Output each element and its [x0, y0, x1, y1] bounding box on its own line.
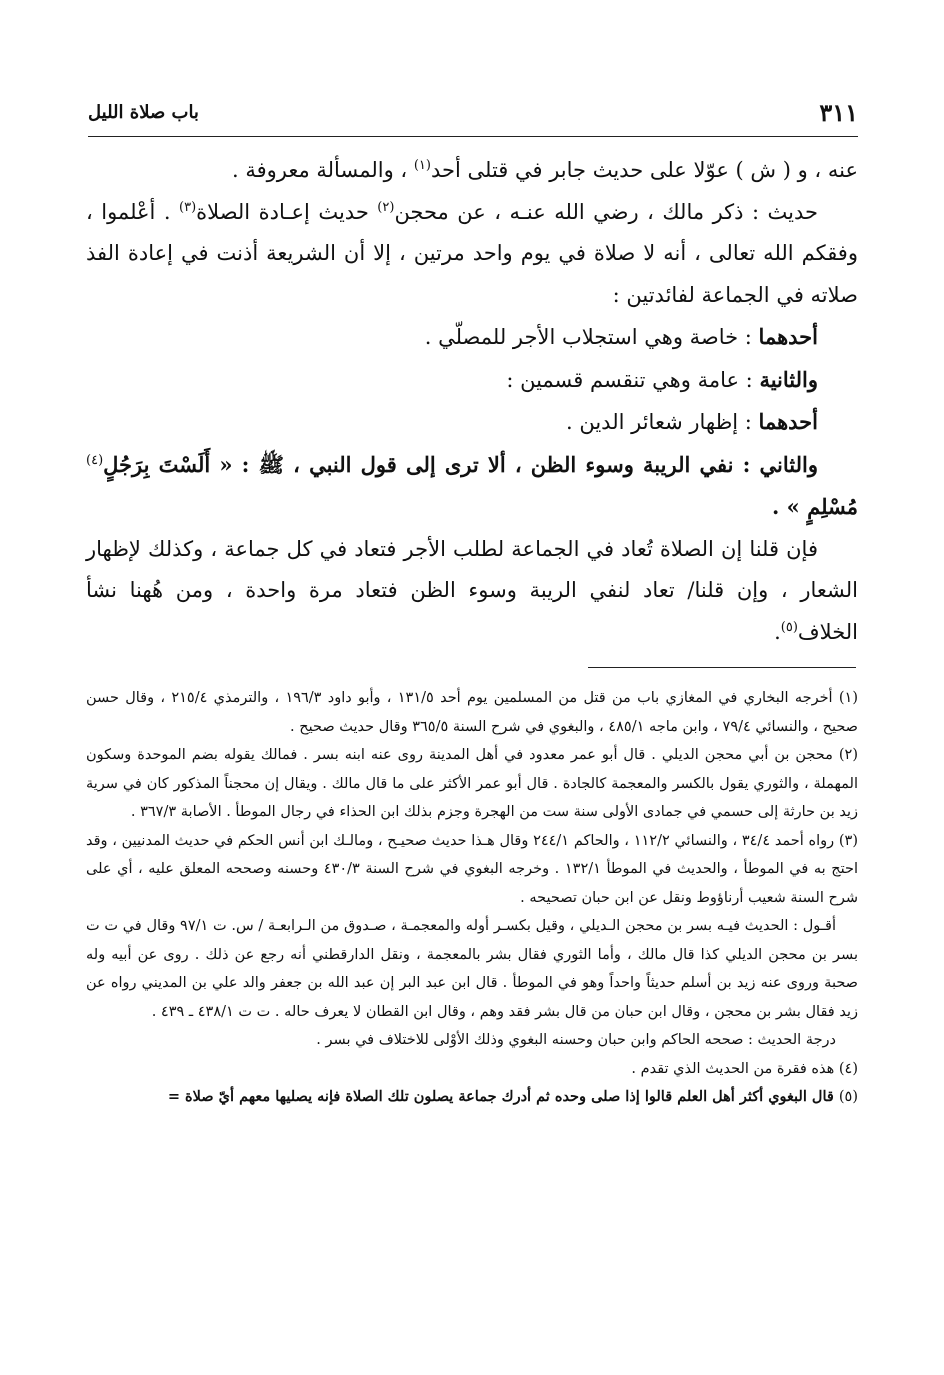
item-label: والثانية — [759, 366, 818, 392]
running-header — [88, 96, 858, 137]
footnote-ref[interactable]: (٥) — [780, 619, 798, 635]
page-number: ٣١١ — [819, 98, 858, 127]
footnote-ref[interactable]: (٤) — [86, 452, 104, 468]
item-label: والثاني — [759, 451, 818, 477]
footnote-3: (٣) رواه أحمد ٣٤/٤ ، والنسائي ١١٢/٢ ، والحاكم ٢٤٤/١ وقال هـذا حديث صحيـح ، ومالـك ابن أنس الحكم في حديث المدنيين ، وقد احتج به في الموطأ ، والحديث في الموطأ ١٣٢/١ . وخرجه البغوي في شرح السنة ٤٣٠/٣ وحسنه وصححه المعلق عليه ، أي على شرح السنة شعيب أرناؤوط ونقل عن ابن حبان تصحيحه . — [86, 832, 859, 906]
footnote-2: (٢) محجن بن أبي محجن الديلي . قال أبو عمر معدود في أهل المدينة روى عنه ابنه بسر . فمالك يقوله بضم الموحدة وسكون المهملة ، والثوري يقول بالكسر والمعجمة كالجادة . قال أبو عمر الأكثر على ما قال مالك . ويقال إن محجناً المذكور كان في سرية زيد بن حارثة إلى حسمي في جمادى الأولى سنة ست من الهجرة وجزم بذلك ابن الحذاء في رجال الموطأ . الأصابة ٣٦٧/٣ . — [86, 747, 858, 820]
main-text — [86, 150, 858, 653]
footnote-5: (٥) قال البغوي أكثر أهل العلم قالوا إذا صلى وحده ثم أدرك جماعة يصلون تلك الصلاة فإنه يصليها معهم أيّ صلاة = — [167, 1088, 858, 1105]
footnote-3-grade: درجة الحديث : صححه الحاكم وابن حبان وحسنه البغوي وذلك الأوْلى للاختلاف في بسر . — [316, 1032, 836, 1048]
footnote-ref[interactable]: (٢) — [377, 199, 395, 215]
chapter-title: باب صلاة الليل — [88, 102, 199, 123]
list-item: والثانية : عامة وهي تنقسم قسمين : — [506, 366, 818, 392]
footnote-separator — [588, 667, 856, 668]
item-label: أحدهما — [758, 409, 818, 434]
paragraph-1: عنه ، و ( ش ) عوّلا على حديث جابر في قتلى أحد$^{(١)}$ ، والمسألة معروفة . — [231, 158, 858, 182]
item-label: أحدهما — [758, 324, 818, 349]
footnotes — [86, 684, 858, 1112]
paragraph-2: حديث : ذكر مالك ، رضي الله عنـه ، عن محجن$^{(٢)}$ حديث إعـادة الصلاة$^{(٣)}$ . أعْلموا ، وفقكم الله تعالى ، أنه لا صلاة في يوم واحد مرتين ، إلا أن الشريعة أذنت في إعادة الفذ صلاته في الجماعة لفائدتين : — [86, 199, 858, 307]
footnote-3-comment: أقـول : الحديث فيـه بسر بن محجن الـديلي ، وقيل بكسـر أوله والمعجمـة ، صـدوق من الـرابعـة / س. ت ٩٧/١ وقال في ت ت بسر بن محجن الديلي كذا قال مالك ، وأما الثوري فقال بشر بالمعجمة ، ونقل الدارقطني أنه رجع عن ذلك . روى عن أبيه وله صحبة وروى عنه زيد بن أسلم حديثاً واحداً وهو في الموطأ . قال ابن عبد البر إن عبد الله بن جعفر والد علي بن المديني رواه عن زيد فقال بشر بن محجن ، وقال ابن حبان من قال بشر فقد وهم ، وقال ابن القطان لا يعرف حاله . ت ت ٤٣٨/١ ـ ٤٣٩ . — [86, 918, 858, 1020]
list-item: والثاني : نفي الريبة وسوء الظن ، ألا ترى إلى قول النبي ، ﷺ : « أَلَسْتَ بِرَجُلٍ$^{(٤)}$ مُسْلِمٍ » . — [86, 451, 858, 519]
paragraph-last: فإن قلنا إن الصلاة تُعاد في الجماعة لطلب الأجر فتعاد في كل جماعة ، وكذلك لإظهار الشعار ، وإن قلنا/ تعاد لنفي الريبة وسوء الظن فتعاد مرة واحدة ، ومن هُهنا نشأ الخلاف$^{(٥)}$. — [86, 536, 858, 644]
footnote-4: (٤) هذه فقرة من الحديث الذي تقدم . — [631, 1060, 858, 1077]
footnote-ref[interactable]: (١) — [413, 158, 431, 173]
footnote-1: (١) أخرجه البخاري في المغازي باب من قتل من المسلمين يوم أحد ١٣١/٥ ، وأبو داود ١٩٦/٣ ، والترمذي ٢١٥/٤ ، وقال حسن صحيح ، والنسائي ٧٩/٤ ، وابن ماجه ٤٨٥/١ ، والبغوي في شرح السنة ٣٦٥/٥ وقال حديث صحيح . — [86, 690, 858, 735]
list-item: أحدهما : إظهار شعائر الدين . — [566, 409, 818, 434]
list-item: أحدهما : خاصة وهي استجلاب الأجر للمصلّي . — [424, 324, 818, 349]
footnote-ref[interactable]: (٣) — [179, 199, 197, 215]
